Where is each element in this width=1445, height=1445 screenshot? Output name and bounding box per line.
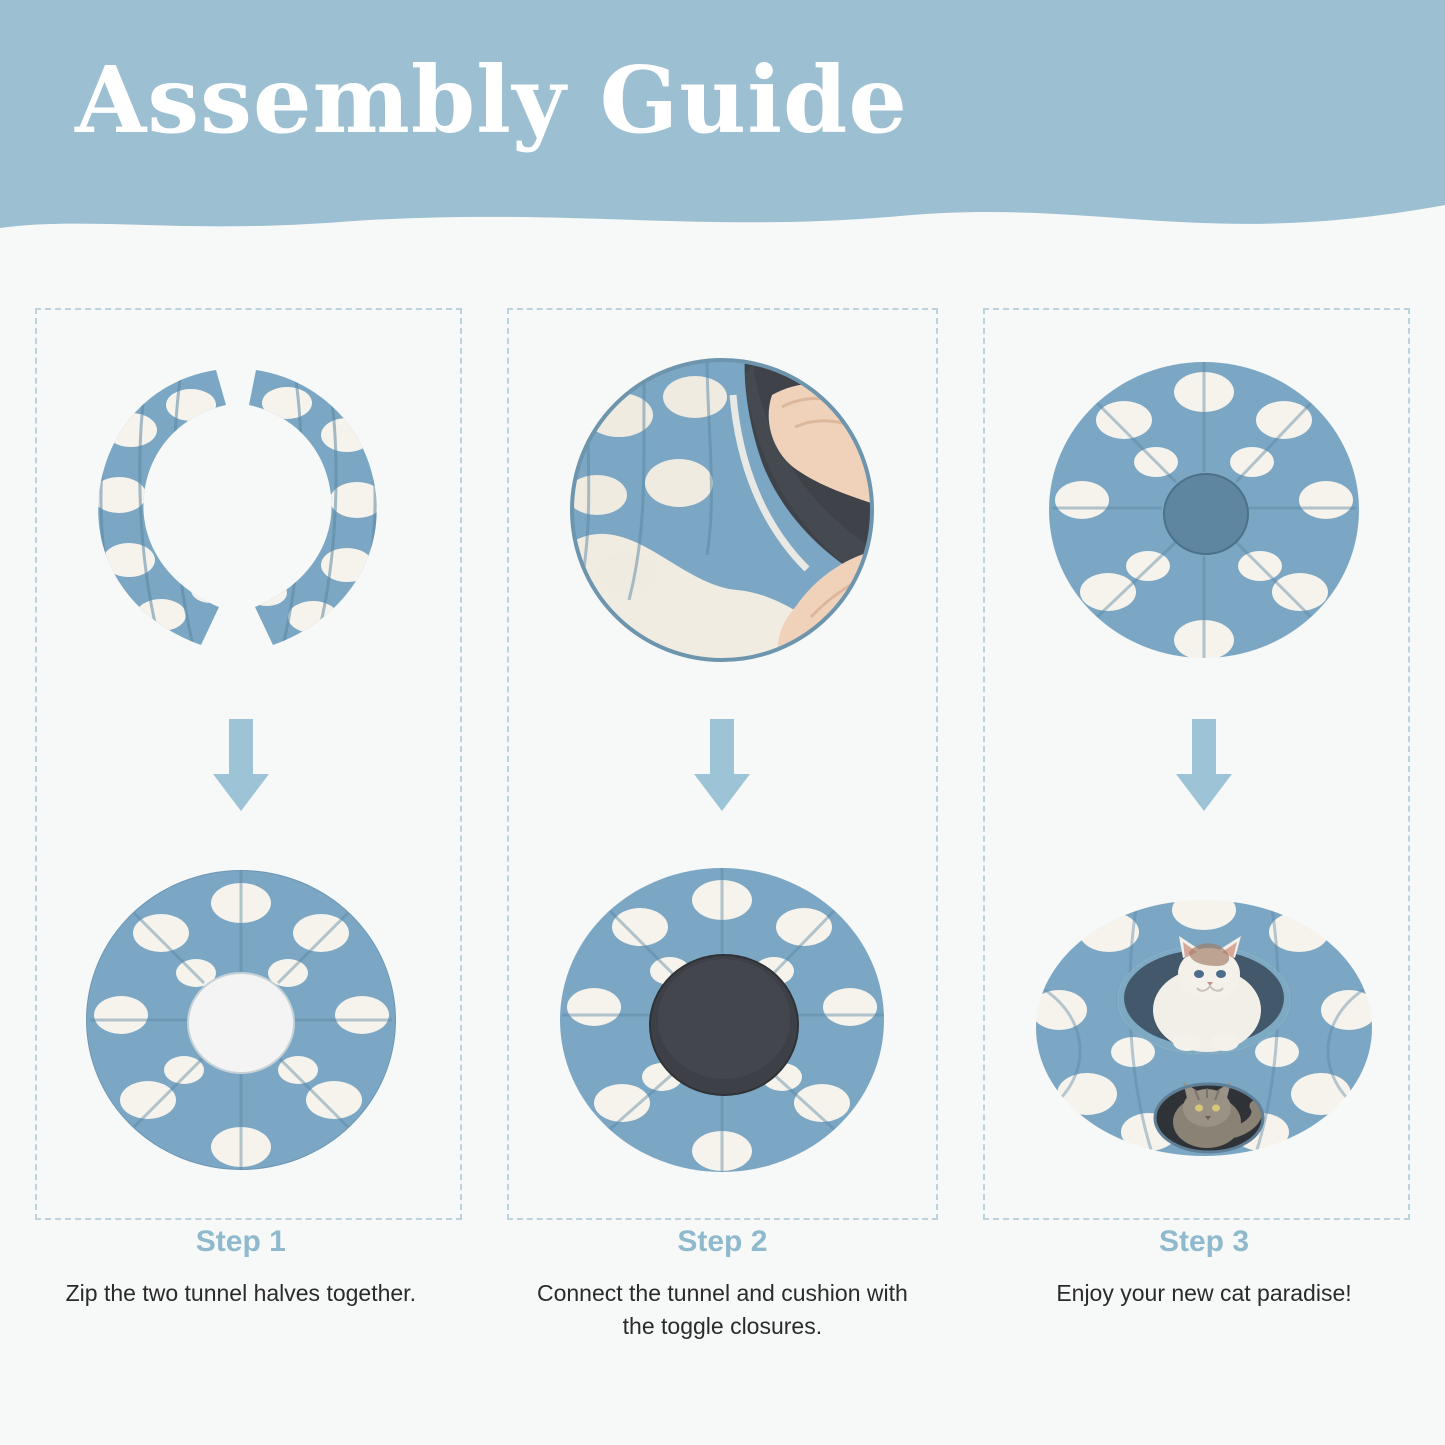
step-1-column [0,300,482,1220]
down-arrow-icon [692,719,752,811]
finished-donut-top-view-illustration [1044,350,1364,670]
step-1-text: Zip the two tunnel halves together. [65,1280,416,1306]
step-3-text: Enjoy your new cat paradise! [1056,1280,1352,1306]
step-2-title: Step 2 [677,1225,768,1258]
step-2-top-image [482,330,964,690]
assembled-ring-tunnel-illustration [76,855,406,1185]
tunnel-with-cushion-illustration [552,855,892,1185]
down-arrow-icon [1174,719,1234,811]
step-3-top-image [963,330,1445,690]
step-3-title: Step 3 [1158,1225,1249,1258]
steps-container [0,300,1445,1220]
captions-row [0,1225,1445,1425]
step-1-bottom-image [0,840,482,1200]
step-1-arrow [0,715,482,815]
step-3-column [963,300,1445,1220]
step-1-title: Step 1 [195,1225,286,1258]
step-2-column [482,300,964,1220]
header-banner [0,0,1445,250]
step-1-caption [0,1225,482,1425]
step-2-text: Connect the tunnel and cushion with the toggle closures. [536,1280,908,1340]
page-title: Assembly Guide [75,46,908,154]
step-3-caption [963,1225,1445,1425]
down-arrow-icon [211,719,271,811]
cats-in-bed-illustration [1029,870,1379,1170]
step-3-arrow [963,715,1445,815]
step-2-bottom-image [482,840,964,1200]
toggle-closure-closeup-illustration [567,355,877,665]
step-3-bottom-image [963,840,1445,1200]
step-2-caption [482,1225,964,1425]
step-2-arrow [482,715,964,815]
step-1-top-image [0,330,482,690]
two-tunnel-halves-illustration [51,345,431,675]
